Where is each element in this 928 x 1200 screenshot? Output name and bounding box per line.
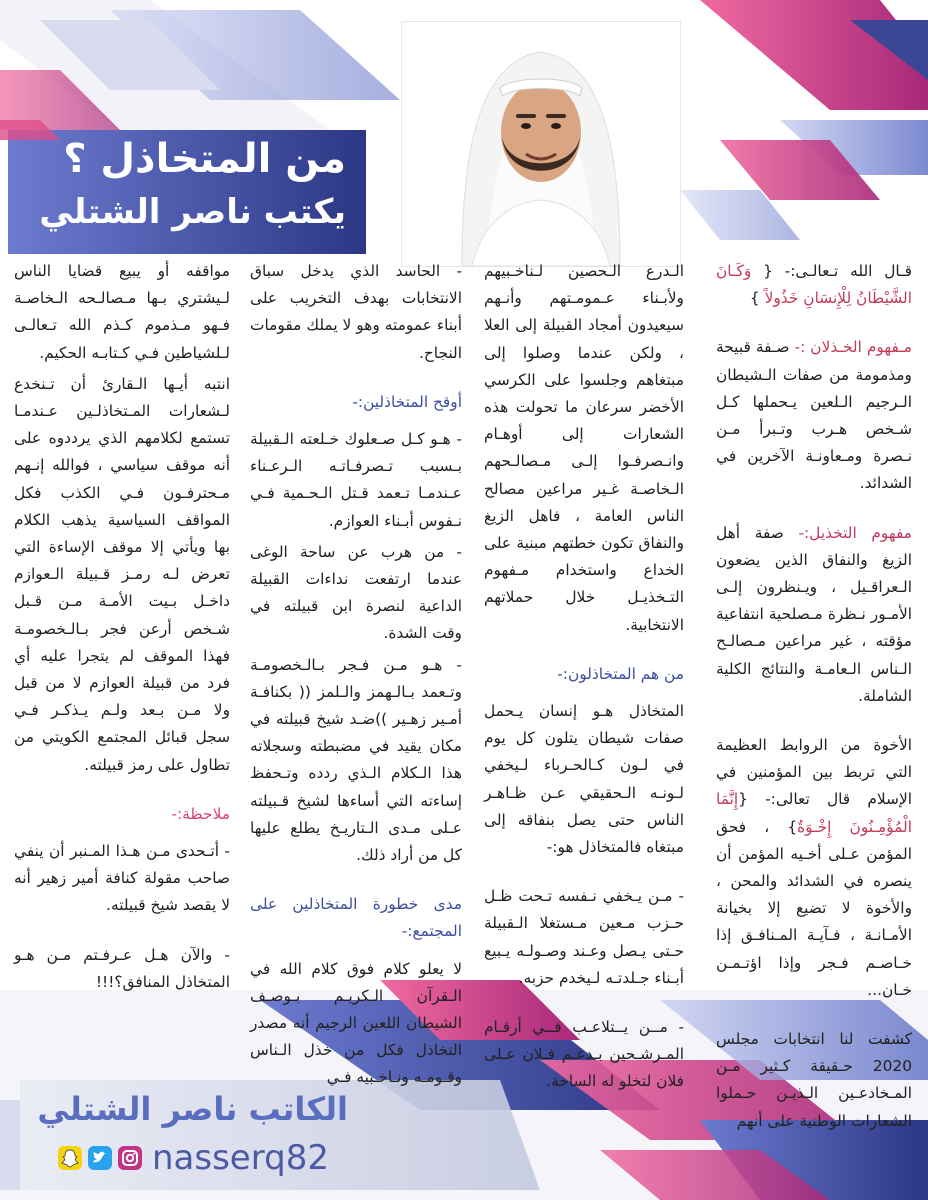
paragraph: مواقفه أو يبيع قضايا الناس لـيشتري بـها مـصالـحه الـخاصـة فـهو مـذموم كـذم الله تـعالـى لـلشياطين فـي كـتابـه الحكيم.: [14, 262, 230, 362]
text: }: [749, 289, 765, 308]
quran-verse: إِنَّمَا الْمُؤْمِـنُونَ إِخْـوَةٌ: [716, 790, 912, 836]
paragraph: - أتـحدى مـن هـذا المـنبر أن ينفي صاحب مقولة كنافة أمير زهير أنه لا يقصد شيخ قبيلته.: [14, 842, 230, 915]
article-column-3: [250, 258, 462, 1087]
stripe: [0, 1100, 20, 1190]
social-handle[interactable]: [28, 1140, 348, 1180]
paragraph: انتبه أيـها الـقارئ أن تـنخدع لـشعارات المـتخاذلـين عـندمـا تستمع لكلامهم الذي يرددوه على أنه موقف سياسي ، فوالله إنـهم مـحترفـون فـي الكذب فكل المواقف السياسية يذهب الكلام بها ويأتي إلا موقف الإساءة التي تعرض لـه رمـز قـبيلة الـعوازم داخـل بـيت الأمـة مـن قـبل شـخص أرعن فجر بـالـخصومـة فهذا الموقف لم يتجرا عليه أي فرد من قبيلة العوازم لا من قبل ولا مـن بـعد ولـم يـذكـر فـي سجل قبائل المجتمع الكويتي من تطاول على رمز قبيلته.: [14, 374, 230, 774]
section-heading: مفهوم التخذيل:-: [783, 523, 912, 542]
section-heading: من هم المتخاذلون:-: [557, 664, 684, 683]
paragraph: الـدرع الـحصين لـناخـبيهم ولأبـناء عـمومـتهم وأنـهم سيعيدون أمجاد القبيلة إلى العلا ، ولكن عندما وصلوا إلى مبتغاهم وجلسوا على الكرسي الأخضر سرعان ما تحولت هذه الشعارات إلى أوهـام وانـصرفـوا إلـى مـصالـحهم الـخاصـة غـير مراعين مصالح الناس العامة ، فاهل الزيغ والنفاق تكون خطتهم مبنية على الخداع واستخدام مـفهوم التـخذيـل خلال حملاتهم الانتخابية.: [484, 262, 684, 634]
article-column-2: [484, 258, 684, 1091]
paragraph: [716, 732, 912, 1004]
eye: [521, 123, 531, 129]
paragraph: [716, 520, 912, 710]
paragraph: كشفت لنا انتخابات مجلس 2020 حـقيقة كـثير مـن المـخادعـين الـذيـن حـملوا الشعارات الوطنية على أنهم: [716, 1030, 912, 1130]
article-column-4: [14, 258, 230, 991]
section-heading: مـفهوم الخـذلان :-: [789, 338, 912, 357]
section-heading: مدى خطورة المتخاذلين على المجتمع:-: [250, 895, 462, 941]
paragraph: لا يعلو كلام فوق كلام الله في الـقرآن الـكريـم بـوصـف الشيطان اللعين الرجيم أنه مصدر التخاذل فكل من خذل الـناس وقـومـه ونـاخـبيه فـي: [250, 959, 462, 1087]
paragraph: المتخاذل هـو إنسان يـحمل صفات شيطان يتلون كل يوم في لـون كـالحـرباء لـيخفي لـونـه الـحقيقي عـن ظـاهـر الناس حتى يصل بنفاقه إلى مبتغاه فالمتخاذل هو:-: [484, 702, 684, 857]
text: صـفة قبيحة ومذمومة من صفات الـشيطان الـرجيم الـلعين يـحملها كـل شـخص هـرب وتـبرأ مـن نـصرة ومـعاونـة الآخرين في الشدائد.: [716, 338, 912, 493]
social-handle-text[interactable]: nasserq82: [152, 1138, 329, 1178]
author-portrait: [402, 22, 680, 266]
text: صفة أهل الزيغ والنفاق الذين يضعون الـعراقـيل ، ويـنظرون إلـى الأمـور نـظرة مـصلحية انتفاعية مؤقته ، غير مراعين مـصالـح الـناس الـعامـة والنتائج الكلية الشاملة.: [716, 523, 912, 705]
paragraph: - والآن هـل عـرفـتم مـن هـو المتخاذل المنافق؟!!!: [14, 945, 230, 991]
paragraph: - هـو كـل صـعلوك خـلعته الـقبيلة بـسبب تـصرفـاتـه الـرعـناء عـندمـا تـعمد قـتل الـحـمية فـي نـفوس أبـناء العوازم.: [250, 430, 462, 530]
paragraph: - مـن يـخفي نـفسه تـحت ظـل حـزب مـعين مـستغلا الـقبيلة حـتى يـصل وعـند وصـولـه يـبيع أبـناء جـلدتـه لـيخدم حزبه.: [484, 887, 684, 987]
paragraph: - هـو مـن فـجر بـالـخصومـة وتـعمد بـالـهمز والـلمز (( بكنافـة أمـير زهـير ))ضـد شيخ قبيلته في مكان يقيد في مضبطته وسجلاته هذا الـكلام الـذي ردده وتـحفظ إساءته التي أساءها لشيخ قـبيلته عـلى مـدى الـتاريـخ يطلع عليها كل من أراد ذلك.: [250, 655, 462, 865]
eye: [551, 123, 561, 129]
paragraph: [716, 258, 912, 312]
twitter-icon[interactable]: [88, 1146, 112, 1170]
article-column-1: [716, 258, 912, 1130]
author-photo: [402, 22, 680, 266]
instagram-icon[interactable]: [118, 1146, 142, 1170]
footer-author: الكاتب ناصر الشتلي: [37, 1090, 348, 1128]
section-heading: أوقح المتخاذلين:-: [352, 392, 462, 411]
paragraph: [716, 334, 912, 497]
article-title: من المتخاذل ؟: [63, 136, 346, 182]
quran-verse: وَكَـانَ الشَّيْطَانُ لِلْإِنسَانِ خَذُولاً: [716, 262, 912, 308]
paragraph: - مــن يــتلاعـب فــي أرقـام المـرشـحين بـدعـم فـلان عـلى فلان لتخلو له الساحة.: [484, 1018, 684, 1091]
title-block: [8, 130, 366, 254]
snapchat-icon[interactable]: [58, 1146, 82, 1170]
paragraph: - الحاسد الذي يدخل سباق الانتخابات بهدف التخريب على أبناء عمومته وهو لا يملك مقومات النجاح.: [250, 262, 462, 362]
paragraph: - من هرب عن ساحة الوغى عندما ارتفعت نداءات القبيلة الداعية لنصرة ابن قبيلته في وقت الشدة.: [250, 542, 462, 643]
text: } ، فحق المؤمن عـلى أخـيه المؤمن أن ينصره في الشدائد والمحن ، والأخوة لا تضيع إلا بخيانة الأمـانـة ، فـآيـة المـنافـق إذا خـاصـم فـجر وإذا اؤتـمـن خـان...: [716, 817, 912, 999]
text: الأخوة من الروابط العظيمة التي تربط بين المؤمنين في الإسلام قال تعالى:- {: [716, 736, 912, 809]
article-byline: يكتب ناصر الشتلي: [39, 192, 346, 232]
section-heading: ملاحظة:-: [171, 804, 230, 823]
text: قـال الله تـعالـى:- {: [751, 262, 912, 280]
stripe: [700, 0, 928, 110]
eyebrow: [546, 114, 566, 118]
eyebrow: [516, 114, 536, 118]
